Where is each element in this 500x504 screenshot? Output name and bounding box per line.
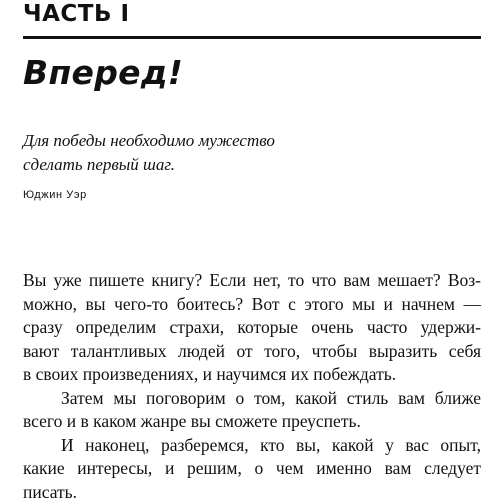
body-line: в своих произведениях, и научимся их побеждать. xyxy=(23,363,481,387)
epigraph-line: Для победы необходимо мужество xyxy=(23,129,443,153)
body-line: писать. xyxy=(23,481,481,504)
body-line: Вы уже пишете книгу? Если нет, то что вам мешает? Воз- xyxy=(23,269,481,293)
body-line: вают талантливых людей от того, чтобы выразить себя xyxy=(23,340,481,364)
body-line: Затем мы поговорим о том, какой стиль вам ближе xyxy=(23,387,481,411)
part-label: ЧАСТЬ I xyxy=(23,2,130,26)
chapter-title: Вперед! xyxy=(23,53,183,93)
body-line: можно, вы чего-то боитесь? Вот с этого мы и начнем — xyxy=(23,293,481,317)
epigraph-author: Юджин Уэр xyxy=(23,188,87,202)
body-line: сразу определим страхи, которые очень часто удержи- xyxy=(23,316,481,340)
body-line: всего и в каком жанре вы сможете преуспеть. xyxy=(23,410,481,434)
body-line: какие интересы, и решим, о чем именно вам следует xyxy=(23,457,481,481)
header-rule xyxy=(23,36,481,39)
epigraph xyxy=(23,129,443,177)
body-text xyxy=(23,269,481,504)
body-line: И наконец, разберемся, кто вы, какой у вас опыт, xyxy=(23,434,481,458)
epigraph-line: сделать первый шаг. xyxy=(23,153,443,177)
